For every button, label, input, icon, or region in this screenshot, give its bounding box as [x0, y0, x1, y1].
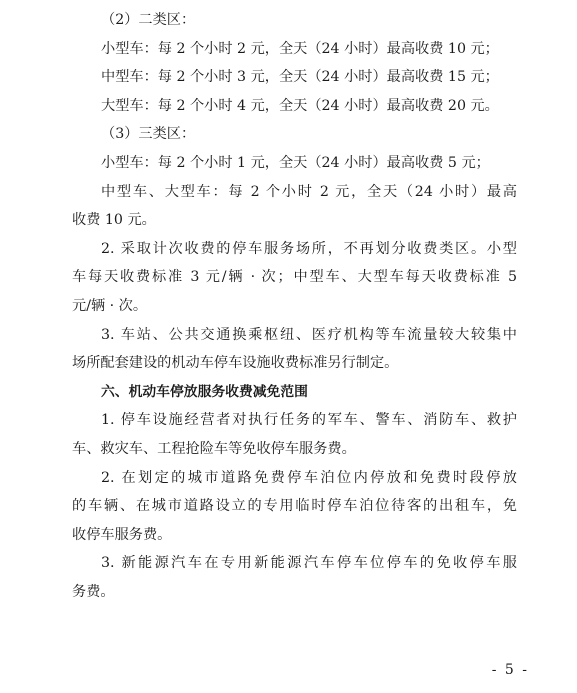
- text-line: （2）二类区：: [101, 12, 196, 28]
- text-line: （3）三类区：: [101, 126, 196, 143]
- page-number: - 5 -: [491, 662, 529, 678]
- text-line: 车每天收费标准 3 元/辆 · 次；中型车、大型车每天收费标准 5: [72, 269, 517, 286]
- text-line: 2. 在划定的城市道路免费停车泊位内停放和免费时段停放: [101, 469, 517, 486]
- text-line: 中型车：每 2 个小时 3 元，全天（24 小时）最高收费 15 元；: [101, 69, 499, 86]
- text-line: 1. 停车设施经营者对执行任务的军车、警车、消防车、救护: [101, 412, 517, 429]
- text-line: 的车辆、在城市道路设立的专用临时停车泊位待客的出租车，免: [72, 498, 517, 515]
- text-line: 元/辆 · 次。: [72, 297, 148, 314]
- document-body: [72, 6, 517, 606]
- text-line: 3. 车站、公共交通换乘枢纽、医疗机构等车流量较大较集中: [101, 326, 517, 343]
- text-line: 3. 新能源汽车在专用新能源汽车停车位停车的免收停车服: [101, 555, 517, 572]
- text-line: 中型车、大型车：每 2 个小时 2 元，全天（24 小时）最高: [101, 183, 517, 200]
- text-line: 2. 采取计次收费的停车服务场所，不再划分收费类区。小型: [101, 240, 517, 257]
- text-line: 车、救灾车、工程抢险车等免收停车服务费。: [72, 440, 356, 457]
- text-line: 务费。: [72, 583, 115, 600]
- text-line: 场所配套建设的机动车停车设施收费标准另行制定。: [72, 355, 399, 372]
- text-line: 小型车：每 2 个小时 2 元，全天（24 小时）最高收费 10 元；: [101, 40, 499, 57]
- text-line: 小型车：每 2 个小时 1 元，全天（24 小时）最高收费 5 元；: [101, 154, 490, 171]
- text-line: 收停车服务费。: [72, 526, 172, 543]
- section-heading: 六、机动车停放服务收费减免范围: [101, 383, 308, 400]
- text-line: 大型车：每 2 个小时 4 元，全天（24 小时）最高收费 20 元。: [101, 97, 499, 114]
- text-line: 收费 10 元。: [72, 212, 156, 229]
